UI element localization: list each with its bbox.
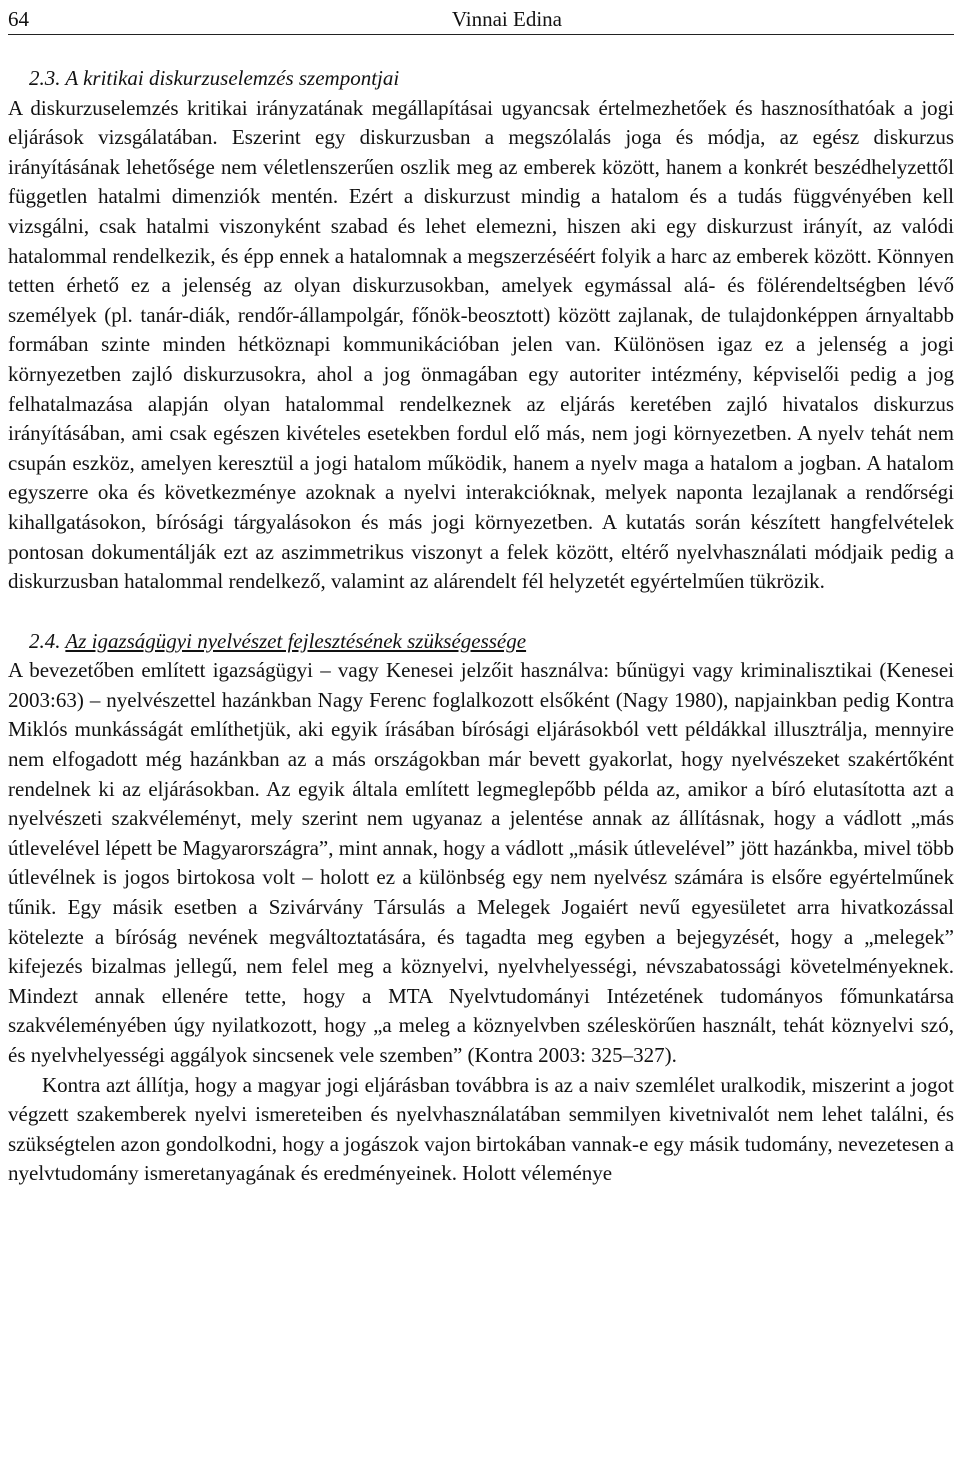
running-header-author: Vinnai Edina bbox=[451, 7, 562, 31]
page-number: 64 bbox=[8, 7, 29, 31]
header-rule bbox=[8, 34, 954, 35]
section-heading-2-3 bbox=[8, 64, 954, 94]
body-paragraph: A bevezetőben említett igazságügyi – vagy Kenesei jelzőit használva: bűnügyi vagy kriminalisztikai (Kenesei 2003:63) – nyelvészettel hazánkban Nagy Ferenc foglalkozott elsőként (Nagy 1980), napjainkban pedig Kontra Miklós munkásságát említhetjük, aki egyik írásában bírósági eljárásokból vett példákkal illusztrálja, mennyire nem elfogadott még hazánkban az a más országokban már bevett gyakorlat, hogy nyelvészeket szakértőként rendelnek ki az eljárásokban. Az egyik általa említett legmeglepőbb példa az, amikor a bíró elutasította azt a nyelvészeti szakvéleményt, mely szerint nem ugyanaz a jelentése annak az állításnak, hogy a vádlott „más útlevelével lépett be Magyarországra”, mint annak, hogy a vádlott „másik útlevelével” jött hazánkba, mivel több útlevélnek is jogos birtokosa volt – holott ez a különbség egy nem nyelvész számára is elsőre egyértelműnek tűnik. Egy másik esetben a Szivárvány Társulás a Melegek Jogaiért nevű egyesületet arra hivatkozással kötelezte a bíróság nevének megváltoztatására, és tagadta meg egyben a bejegyzését, hogy a „melegek” kifejezés bizalmas jellegű, nem felel meg a köznyelvi, nyelvhelyességi, névszabatossági követelményeknek. Mindezt annak ellenére tette, hogy a MTA Nyelvtudományi Intézetének tudományos főmunkatársa szakvéleményében úgy nyilatkozott, hogy „a meleg a köznyelvben széleskörűen használt, tehát köznyelvi szó, és nyelvhelyességi aggályok sincsenek vele szemben” (Kontra 2003: 325–327). bbox=[8, 658, 954, 1067]
section-title: A kritikai diskurzuselemzés szempontjai bbox=[65, 66, 400, 90]
body-paragraph: Kontra azt állítja, hogy a magyar jogi eljárásban továbbra is az a naiv szemlélet uralkodik, miszerint a jogot végzett szakemberek nyelvi ismereteiben és nyelvhasználatában semmilyen kivetnivalót nem lehet találni, és szükségtelen azon gondolkodni, hogy a jogászok vajon birtokában vannak-e egy másik tudomány, nevezetesen a nyelvtudomány ismeretanyagának és eredményeinek. Holott véleménye bbox=[8, 1072, 954, 1186]
section-number: 2.3. bbox=[29, 66, 61, 90]
section-heading-2-4 bbox=[8, 627, 954, 657]
body-paragraph: A diskurzuselemzés kritikai irányzatának megállapításai ugyancsak értelmezhetőek és hasznosíthatóak a jogi eljárások vizsgálatában. Eszerint egy diskurzusban a megszólalás joga és módja, az egész diskurzus irányításának lehetősége nem véletlenszerűen oszlik meg az emberek között, hanem a konkrét beszédhelyzettől független hatalmi dimenziók mentén. Ezért a diskurzust mindig a hatalom és a tudás függvényében kell vizsgálni, csak hatalmi viszonyként szabad és lehet elemezni, hiszen aki egy diskurzust irányít, az valódi hatalommal rendelkezik, és épp ennek a hatalomnak a megszerzéséért folyik a harc az emberek között. Könnyen tetten érhető ez a jelenség az olyan diskurzusokban, amelyek egymással alá- és fölérendeltségben lévő személyek (pl. tanár-diák, rendőr-állampolgár, főnök-beosztott) között zajlanak, de tulajdonképpen árnyaltabb formában szinte minden hétköznapi kommunikációban jelen van. Különösen igaz ez a jelenség a jogi környezetben zajló diskurzusokra, ahol a jog önmagában egy autoriter intézmény, képviselői pedig a jog felhatalmazása alapján olyan hatalommal rendelkeznek az eljárás keretében zajló hivatalos diskurzus irányításában, ami csak egészen kivételes esetekben fordul elő más, nem jogi környezetben. A nyelv tehát nem csupán eszköz, amelyen keresztül a jogi hatalom működik, hanem a nyelv maga a hatalom a jogban. A hatalom egyszerre oka és következménye azoknak a nyelvi interakcióknak, melyek naponta lezajlanak a rendőrségi kihallgatásokon, bírósági tárgyalásokon és más jogi környezetben. A kutatás során készített hangfelvételek pontosan dokumentálják ezt az aszimmetrikus viszonyt a felek között, eltérő nyelvhasználati módjaik pedig a diskurzusban hatalommal rendelkező, valamint az alárendelt fél helyzetét egyértelműen tükrözik. bbox=[8, 95, 954, 594]
document-page bbox=[8, 0, 954, 1189]
section-number: 2.4. bbox=[29, 628, 61, 653]
section-title: Az igazságügyi nyelvészet fejlesztésének szükségessége bbox=[65, 628, 527, 653]
running-header bbox=[8, 0, 954, 32]
